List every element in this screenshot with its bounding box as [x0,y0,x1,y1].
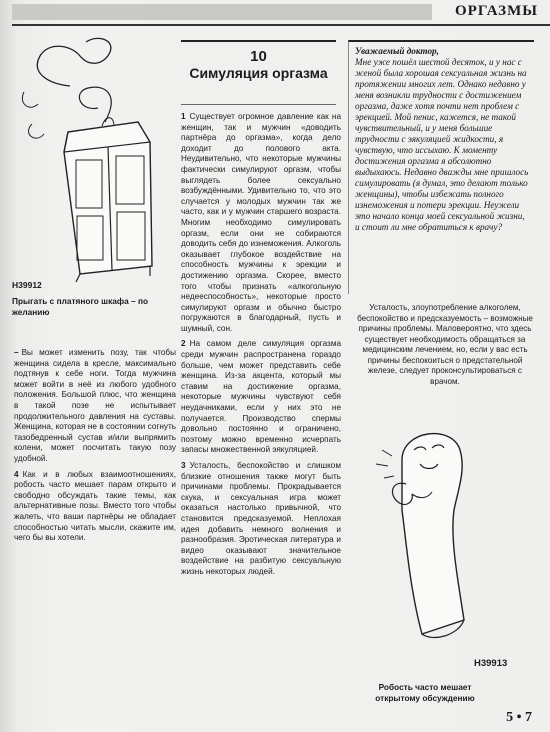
paragraph-number: 3 [181,461,186,470]
dash-marker: – [14,348,19,357]
section-title: ОРГАЗМЫ [454,3,538,19]
figure-caption: Прыгать с платяного шкафа – по желанию [12,296,149,317]
doctor-answer: Усталость, злоупотребление алкоголем, беспокойство и предсказуемость – возможные причины проблемы. Маловероятно, что здесь существует необходимость обращаться за медицинским лечением, но, если у вас есть причины беспокоиться о предстательной железе, следует проконсультироваться с врачом. [357,303,533,386]
paragraph-number: 4 [14,469,19,479]
letter-body: Мне уже пошёл шестой десяток, и у нас с женой была хорошая сексуальная жизнь на протяжении многих лет. Однако недавно у меня возникли трудности с достижением оргазма, даже хотя почти нет проблем с эрекцией. Мой пенис, кажется, не такой чувствительный, и у меня большие трудности с эякуляцией жидкости, я чувствую, что иссыхаю. К моменту достижения оргазма я абсолютно выдыхаюсь. Недавно дважды мне пришлось симулировать (я думал, это делают только женщины), чтобы избежать полного изнеможения и потери эрекции. Неужели это начало конца моей сексуальной жизни, и стоит ли мне обратиться к врачу? [355,57,529,232]
figure-caption: Робость часто мешает открытому обсуждению [375,682,475,703]
paragraph-text: На самом деле симуляция оргазма среди мужчин распространена гораздо больше, чем может представить себе женщина. Из-за акцента, который мы ставим на достижение оргазма, некоторые мужчины чувствуют себя неудачниками, если у них это не получается. Производство спермы довольно постоянно и ограничено, поэтому можно временно исчерпать запасы множественной эякуляцией. [181,339,341,455]
middle-column-text [181,112,341,583]
paragraph-text: Как и в любых взаимоотношениях, робость часто мешает парам открыто и свободно обсуждать такие темы, как альтернативные позы. Вместо того чтобы жалеть, что ваши партнёры не обладает способностью читать мысли, скажите им, чего бы вы хотели. [14,469,176,543]
shy-figure-illustration [362,420,502,660]
wardrobe-illustration [10,34,160,284]
letter-greeting: Уважаемый доктор, [355,46,439,56]
reader-letter [348,40,534,294]
divider [181,104,336,105]
paragraph-text: Усталость, беспокойство и слишком близкие отношения также могут быть причинами проблемы. Прокрадывается скука, и сексуальная игра может оказаться настолько привычной, что становится предсказуемой. Неплохая идея добавить немного волнения и разнообразия. Эротическая литература и видео оказывают значительное воздействие на разбитую сексуальную жизнь некоторых людей. [181,461,341,576]
paragraph-text: Существует огромное давление как на женщин, так и мужчин «доводить партнёра до оргазма», когда дело доходит до полового акта. Неудивительно, что некоторые мужчины фактически симулируют оргазм, чтобы выглядеть более сексуально возбуждёнными. Удивительно то, что это случается у молодых мужчин так же часто, как и у мужчин старшего возраста. Многим необходимо симулировать оргазм, если они не собираются доводить себя до изнеможения. Алкоголь оказывает глубокое воздействие на способность мужчины к эрекции и достижению оргазма. Скорее, вместо того чтобы признать «алкогольную недееспособность», некоторые просто симулируют оргазм и обычно быстро погружаются в благодарный, пусть и шумный, сон. [181,112,341,333]
paragraph-number: 2 [181,339,186,349]
paragraph-number: 1 [181,112,186,121]
left-column-text [14,348,176,549]
figure-id: H39912 [12,280,42,290]
chapter-number: 10 [250,48,267,65]
paragraph-text: Вы может изменить позу, так чтобы женщина сидела в кресле, максимально подтянув к себе ноги. Тогда мужчина может войти в неё из любого удобного положения. Большой плюс, что женщина в такой позе не испытывает продолжительного давления на суставы. Женщина, которая не в состоянии согнуть тазобедренный сустав и/или выпрямить колени, может посчитать такую позу удобной. [14,348,176,463]
running-header [12,0,550,26]
chapter-title: Симуляция оргазма [189,65,328,81]
header-bar [12,4,432,20]
chapter-heading [181,40,336,104]
figure-id: H39913 [474,658,508,669]
page-number: 5 • 7 [506,710,532,725]
